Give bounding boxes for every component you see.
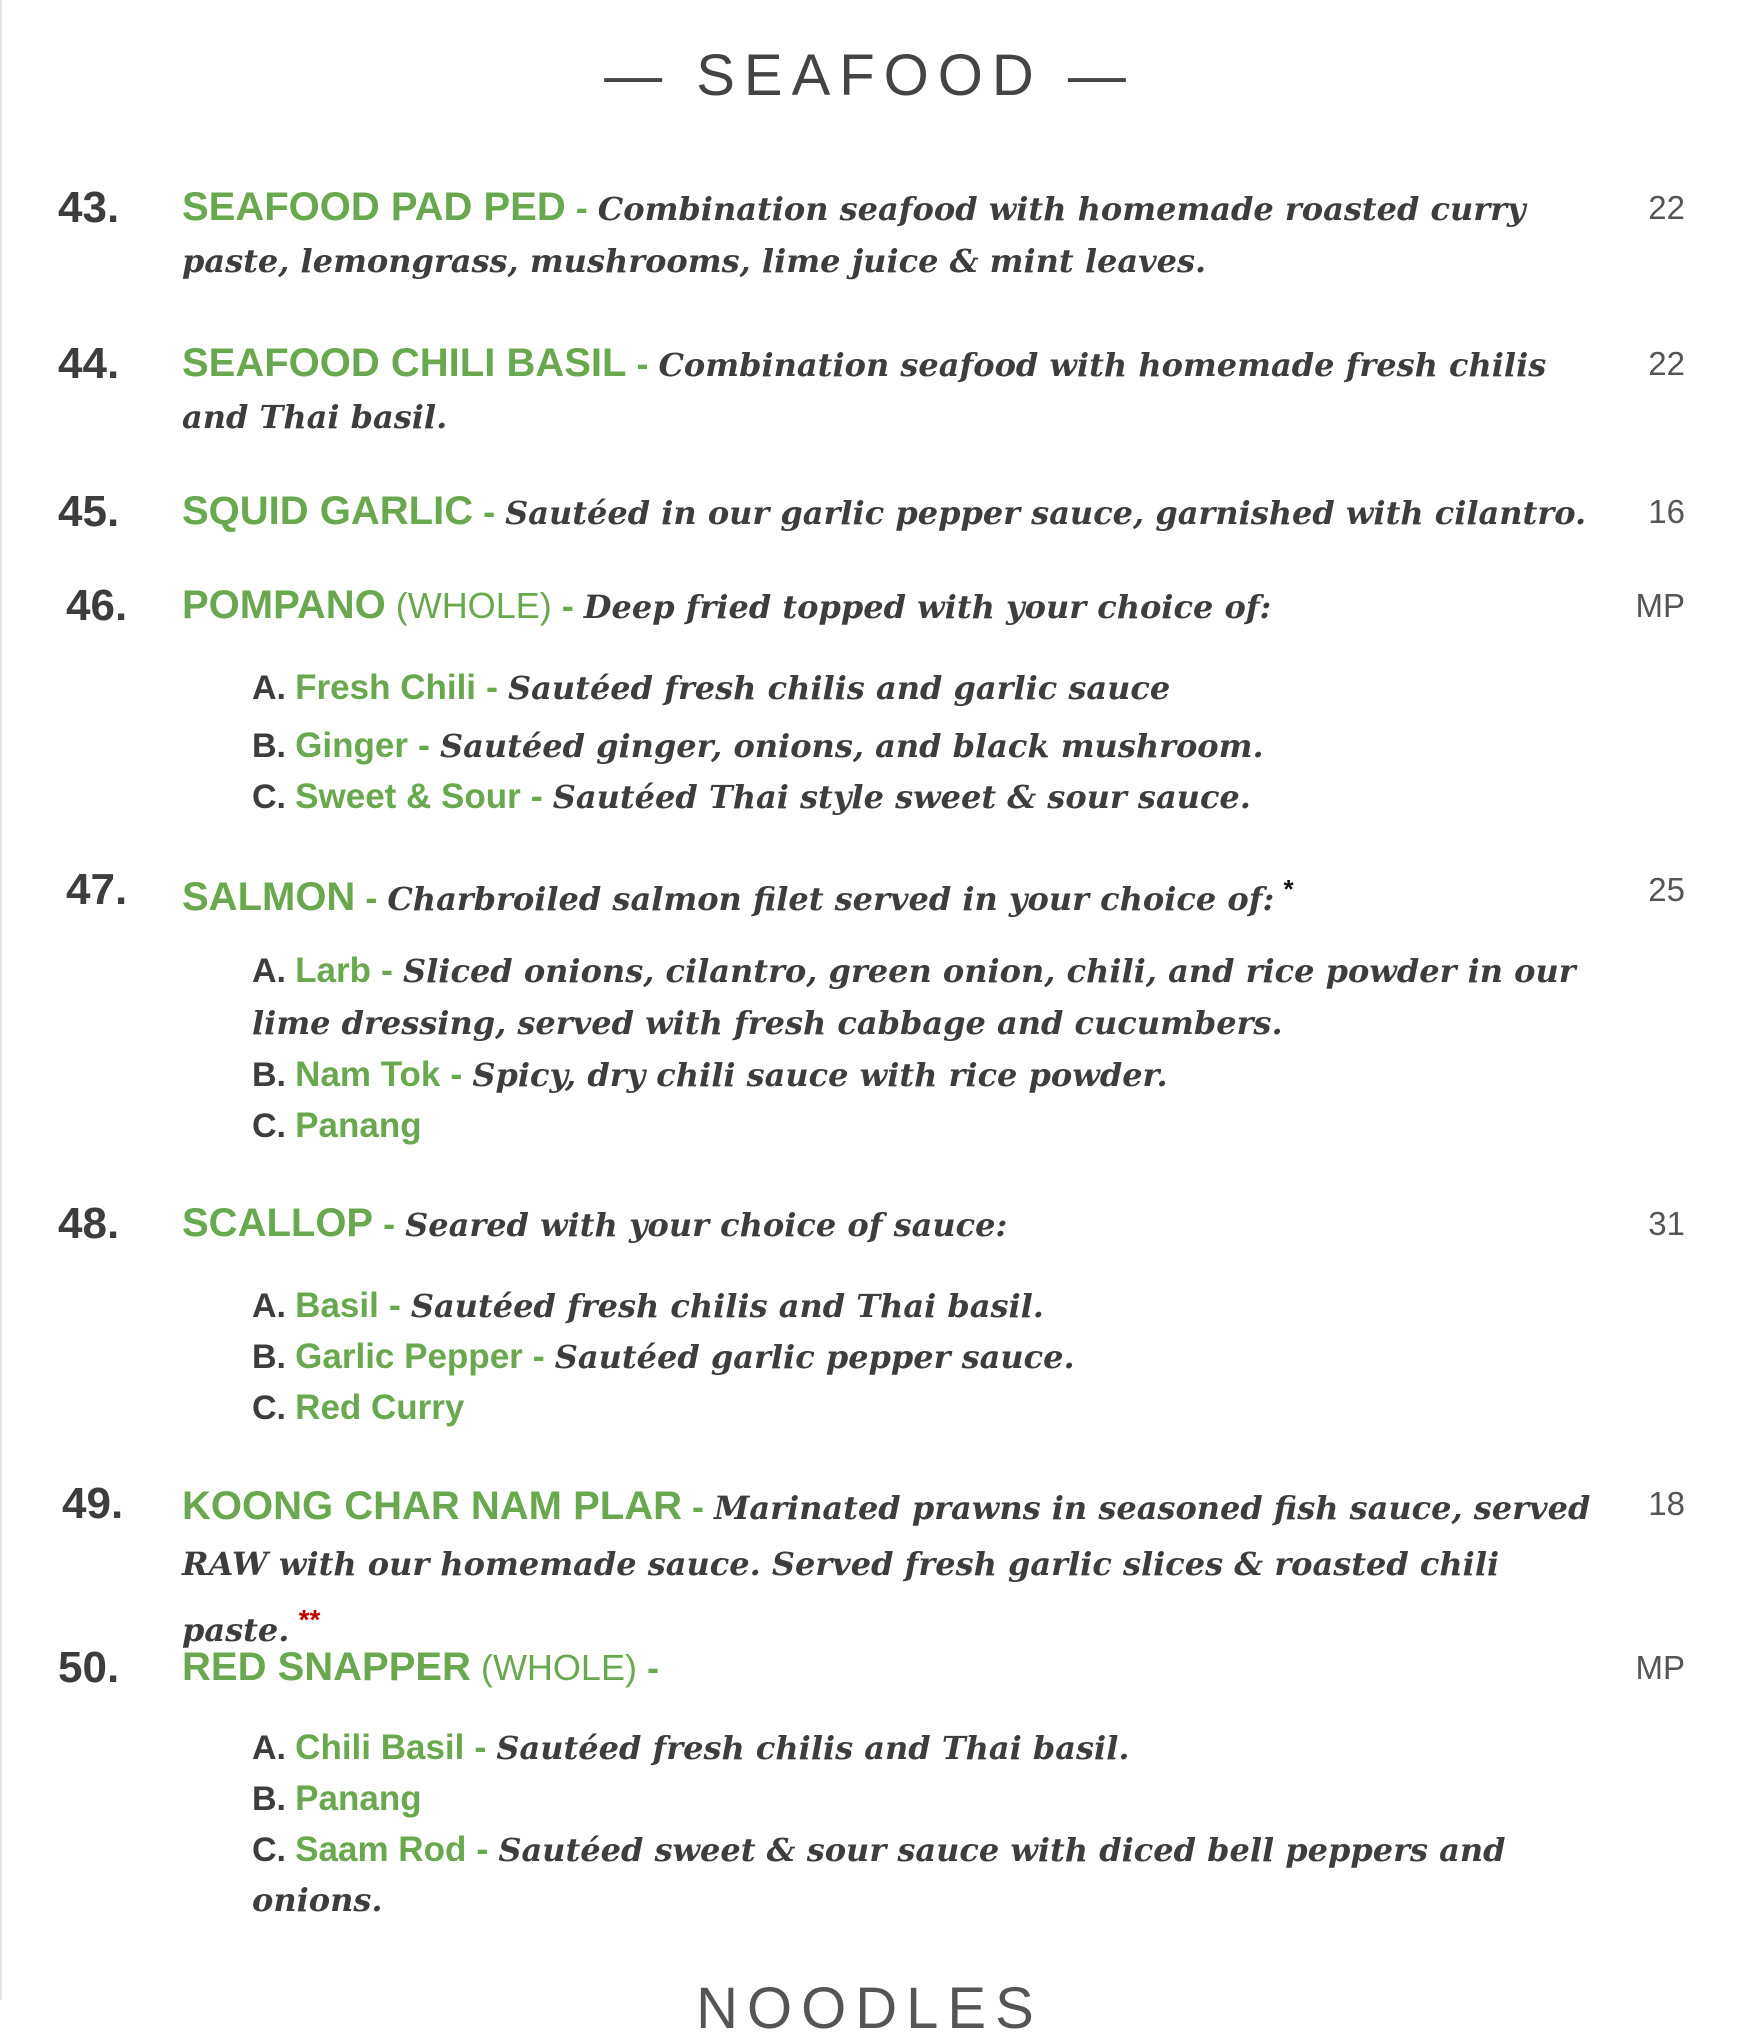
item-description: Deep fried topped with your choice of:: [583, 588, 1272, 626]
option-name: Panang: [295, 1779, 422, 1818]
option-name: Larb: [295, 951, 372, 990]
item-number: 47.: [66, 865, 128, 914]
item-text: [182, 1478, 1597, 1658]
item-text: [182, 1198, 1597, 1251]
item-number: 43.: [58, 183, 120, 232]
item-number: 46.: [66, 581, 128, 630]
item-price: 31: [1648, 1205, 1685, 1242]
item-description: Combination seafood with homemade fresh chilis and Thai basil.: [182, 346, 1547, 436]
item-name: SEAFOOD PAD PED: [182, 185, 566, 229]
item-dash: -: [355, 877, 388, 918]
item-number: 50.: [58, 1643, 120, 1692]
item-description: Charbroiled salmon filet served in your choice of:: [387, 880, 1275, 918]
item-price: MP: [1635, 587, 1685, 624]
item-text: [182, 1642, 1597, 1695]
option-dash: -: [520, 775, 553, 816]
item-price: 25: [1648, 871, 1685, 908]
option-dash: -: [522, 1335, 555, 1376]
option-letter: A.: [252, 669, 286, 707]
option-dash: -: [407, 724, 440, 765]
item-description: Marinated prawns in seasoned fish sauce, served RAW with our homemade sauce. Served fresh garlic slices & roasted chili paste.: [182, 1489, 1591, 1649]
option-item: [252, 771, 1592, 822]
option-item: [252, 1773, 1592, 1824]
item-dash: -: [636, 1647, 659, 1688]
option-description: Sautéed fresh chilis and garlic sauce: [508, 669, 1171, 707]
item-dash: -: [473, 491, 506, 532]
item-number: 44.: [58, 339, 120, 388]
item-name: SCALLOP: [182, 1201, 374, 1245]
item-text: [182, 338, 1597, 443]
option-dash: -: [466, 1828, 499, 1869]
option-letter: B.: [252, 1056, 286, 1094]
option-name: Chili Basil: [295, 1728, 465, 1767]
option-name: Basil: [295, 1286, 379, 1325]
option-letter: A.: [252, 1287, 286, 1325]
item-price: 16: [1648, 493, 1685, 530]
item-description: Seared with your choice of sauce:: [405, 1206, 1008, 1244]
option-name: Sweet & Sour: [295, 777, 521, 816]
item-text: [182, 580, 1597, 633]
option-letter: C.: [252, 1389, 286, 1427]
item-number: 48.: [58, 1199, 120, 1248]
section-title: — SEAFOOD —: [604, 43, 1135, 108]
option-name: Nam Tok: [295, 1055, 441, 1094]
option-dash: -: [378, 1284, 411, 1325]
option-description: Sautéed garlic pepper sauce.: [554, 1338, 1075, 1376]
item-dash: -: [681, 1486, 714, 1527]
item-number: 45.: [58, 487, 120, 536]
option-dash: -: [476, 666, 509, 707]
option-description: Sautéed sweet & sour sauce with diced bell peppers and onions.: [252, 1831, 1506, 1919]
option-letter: B.: [252, 727, 286, 765]
item-size-note: (WHOLE): [385, 585, 552, 626]
option-letter: A.: [252, 1729, 286, 1767]
option-item: [252, 1382, 1592, 1433]
asterisk-mark: *: [1283, 874, 1294, 904]
item-price: 22: [1648, 189, 1685, 226]
page-edge: [0, 0, 2, 2000]
option-description: Sautéed fresh chilis and Thai basil.: [410, 1287, 1044, 1325]
option-name: Fresh Chili: [295, 668, 477, 707]
option-name: Ginger: [295, 726, 408, 765]
option-name: Panang: [295, 1106, 422, 1145]
option-item: [252, 1280, 1592, 1331]
option-dash: -: [371, 949, 404, 990]
item-name: RED SNAPPER: [182, 1645, 471, 1689]
option-description: Sautéed fresh chilis and Thai basil.: [496, 1729, 1130, 1767]
option-item: [252, 720, 1592, 771]
option-item: [252, 1049, 1592, 1100]
item-dash: -: [551, 585, 584, 626]
item-description: Combination seafood with homemade roasted curry paste, lemongrass, mushrooms, lime juice & mint leaves.: [182, 190, 1526, 280]
option-letter: C.: [252, 778, 286, 816]
item-name: POMPANO: [182, 583, 386, 627]
option-item: [252, 944, 1592, 1049]
option-description: Sautéed ginger, onions, and black mushroom.: [439, 727, 1264, 765]
option-name: Saam Rod: [295, 1830, 467, 1869]
option-list: [252, 1722, 1592, 1925]
item-dash: -: [373, 1203, 406, 1244]
option-description: Sliced onions, cilantro, green onion, chili, and rice powder in our lime dressing, served with fresh cabbage and cucumbers.: [252, 952, 1576, 1042]
item-name: SALMON: [182, 875, 356, 919]
item-dash: -: [626, 343, 659, 384]
item-name: KOONG CHAR NAM PLAR: [182, 1484, 682, 1528]
option-letter: B.: [252, 1338, 286, 1376]
option-name: Garlic Pepper: [295, 1337, 523, 1376]
option-name: Red Curry: [295, 1388, 465, 1427]
item-price: 18: [1648, 1485, 1685, 1522]
option-item: [252, 1331, 1592, 1382]
option-list: [252, 662, 1592, 822]
option-letter: C.: [252, 1107, 286, 1145]
item-text: [182, 486, 1597, 539]
option-list: [252, 1280, 1592, 1433]
item-price: 22: [1648, 345, 1685, 382]
option-description: Spicy, dry chili sauce with rice powder.: [472, 1056, 1168, 1094]
option-item: [252, 1824, 1592, 1925]
item-text: [182, 182, 1597, 287]
next-section-title: NOODLES: [696, 1976, 1043, 2041]
double-asterisk-mark: **: [298, 1604, 321, 1635]
item-name: SEAFOOD CHILI BASIL: [182, 341, 627, 385]
option-description: Sautéed Thai style sweet & sour sauce.: [552, 778, 1251, 816]
option-dash: -: [464, 1726, 497, 1767]
option-letter: A.: [252, 952, 286, 990]
option-dash: -: [440, 1053, 473, 1094]
item-name: SQUID GARLIC: [182, 489, 474, 533]
option-list: [252, 944, 1592, 1151]
option-item: [252, 1100, 1592, 1151]
option-item: [252, 662, 1592, 713]
item-dash: -: [565, 187, 598, 228]
option-letter: B.: [252, 1780, 286, 1818]
item-number: 49.: [62, 1479, 124, 1528]
item-text: [182, 864, 1597, 925]
item-size-note: (WHOLE): [470, 1647, 637, 1688]
item-description: Sautéed in our garlic pepper sauce, garnished with cilantro.: [505, 494, 1587, 532]
option-letter: C.: [252, 1831, 286, 1869]
item-price: MP: [1635, 1649, 1685, 1686]
option-item: [252, 1722, 1592, 1773]
